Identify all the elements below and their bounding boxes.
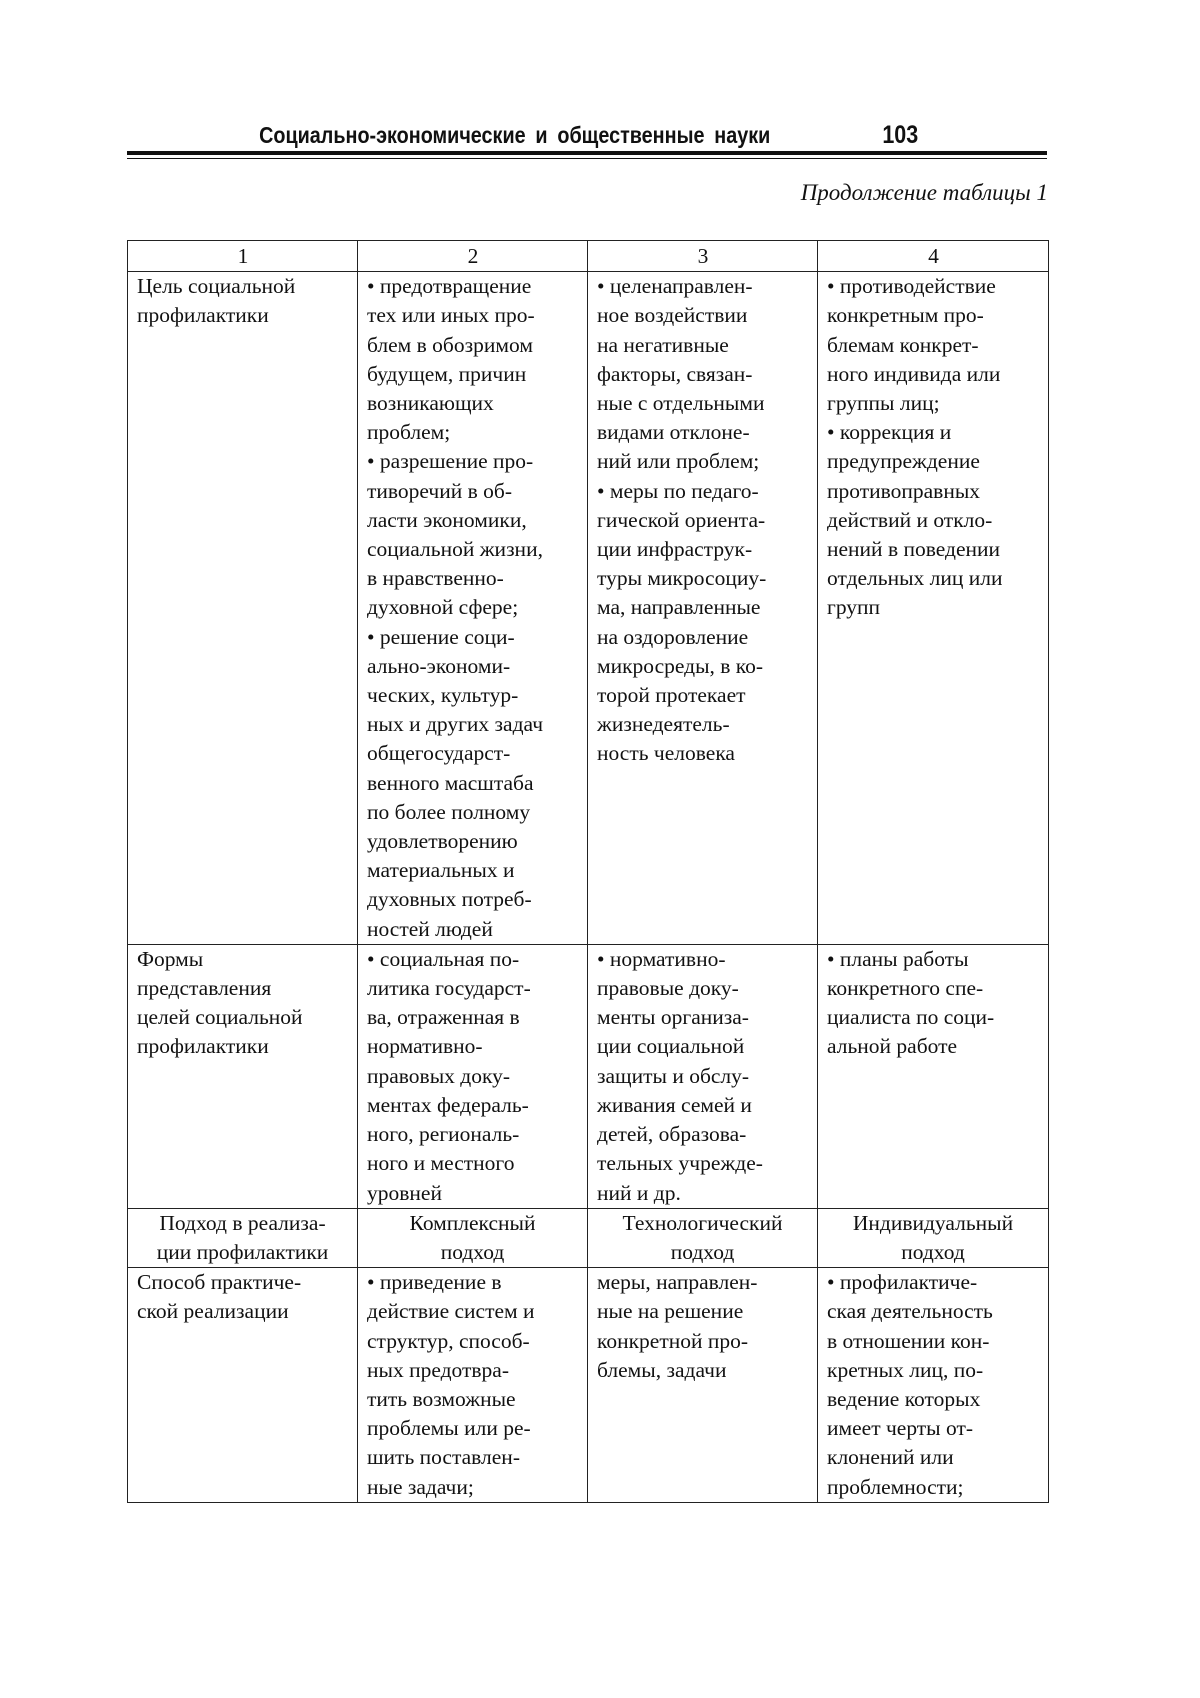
cell-line: группы лиц; <box>827 391 940 416</box>
row-approach-cell-individual <box>818 1208 1049 1267</box>
cell-line: целей социальной <box>137 1005 303 1030</box>
cell-line: ностей людей <box>367 916 493 941</box>
cell-line: ведение которых <box>827 1386 981 1411</box>
cell-line: действие систем и <box>367 1299 535 1324</box>
cell-line: профилактики <box>137 1034 269 1059</box>
cell-line: профилактики <box>137 303 269 328</box>
cell-line: ции инфраструк- <box>597 537 753 562</box>
row-forms <box>128 944 1049 1208</box>
row-approach <box>128 1208 1049 1267</box>
cell-line: ции социальной <box>597 1034 745 1059</box>
row-method <box>128 1268 1049 1503</box>
cell-line: ментах федераль- <box>367 1092 529 1117</box>
row-approach-label <box>128 1208 358 1267</box>
cell-line: по более полному <box>367 799 531 824</box>
column-number-4: 4 <box>818 241 1049 272</box>
running-head <box>127 118 918 154</box>
cell-line: • разрешение про- <box>367 449 534 474</box>
cell-line: противоправных <box>827 478 981 503</box>
cell-line: общегосударст- <box>367 741 511 766</box>
cell-line: циалиста по соци- <box>827 1005 995 1030</box>
cell-line: менты организа- <box>597 1005 749 1030</box>
cell-line: будущем, причин <box>367 361 527 386</box>
row-goal <box>128 272 1049 945</box>
row-method-cell-individual <box>818 1268 1049 1503</box>
cell-line: удовлетворению <box>367 829 518 854</box>
cell-line: Подход в реализа- <box>159 1210 326 1235</box>
cell-line: ного индивида или <box>827 361 1001 386</box>
cell-line: жизнедеятель- <box>597 712 730 737</box>
row-goal-label <box>128 272 358 945</box>
row-forms-label <box>128 944 358 1208</box>
row-goal-cell-technological <box>588 272 818 945</box>
cell-line: структур, способ- <box>367 1328 530 1353</box>
cell-line: блем в обозримом <box>367 332 533 357</box>
row-approach-cell-technological <box>588 1208 818 1267</box>
cell-line: ская деятельность <box>827 1299 993 1324</box>
cell-line: ные задачи; <box>367 1474 474 1499</box>
cell-line: блемы, задачи <box>597 1357 727 1382</box>
header-rule-thin <box>127 158 1047 159</box>
column-number-3: 3 <box>588 241 818 272</box>
cell-line: шить поставлен- <box>367 1445 520 1470</box>
row-method-cell-complex <box>358 1268 588 1503</box>
cell-line: проблемности; <box>827 1474 964 1499</box>
cell-line: факторы, связан- <box>597 361 753 386</box>
cell-line: действий и откло- <box>827 507 993 532</box>
cell-line: конкретного спе- <box>827 976 984 1001</box>
cell-line: в нравственно- <box>367 566 504 591</box>
cell-line: • социальная по- <box>367 946 520 971</box>
row-forms-cell-individual <box>818 944 1049 1208</box>
table-continuation-caption: Продолжение таблицы 1 <box>800 180 1048 205</box>
cell-line: нений в поведении <box>827 537 1001 562</box>
cell-line: ческих, культур- <box>367 683 519 708</box>
table-1 <box>127 240 1049 1503</box>
cell-line: групп <box>827 595 881 620</box>
row-goal-cell-complex <box>358 272 588 945</box>
cell-line: имеет черты от- <box>827 1416 974 1441</box>
cell-line: видами отклоне- <box>597 420 750 445</box>
cell-line: ного, региональ- <box>367 1122 520 1147</box>
running-head-title: Социально-экономические и общественные науки <box>259 122 771 148</box>
cell-line: уровней <box>367 1180 442 1205</box>
cell-line: живания семей и <box>597 1092 752 1117</box>
cell-line: отдельных лиц или <box>827 566 1003 591</box>
cell-line: • меры по педаго- <box>597 478 759 503</box>
cell-line: ное воздействии <box>597 303 748 328</box>
cell-line: ных и других задач <box>367 712 544 737</box>
cell-line: ции профилактики <box>156 1239 329 1264</box>
cell-line: ного и местного <box>367 1151 515 1176</box>
cell-line: литика государст- <box>367 976 531 1001</box>
cell-line: • предотвращение <box>367 274 532 299</box>
cell-line: на негативные <box>597 332 729 357</box>
cell-line: правовые доку- <box>597 976 739 1001</box>
cell-line: тиворечий в об- <box>367 478 512 503</box>
column-number-1: 1 <box>128 241 358 272</box>
cell-line: • профилактиче- <box>827 1270 978 1295</box>
row-goal-cell-individual <box>818 272 1049 945</box>
cell-line: • планы работы <box>827 946 969 971</box>
row-forms-cell-complex <box>358 944 588 1208</box>
cell-line: туры микросоциу- <box>597 566 767 591</box>
cell-line: в отношении кон- <box>827 1328 990 1353</box>
cell-line: предупреждение <box>827 449 980 474</box>
cell-line: проблем; <box>367 420 451 445</box>
cell-line: подход <box>901 1239 965 1264</box>
cell-line: ально-экономи- <box>367 653 511 678</box>
cell-line: подход <box>670 1239 735 1264</box>
cell-line: альной работе <box>827 1034 958 1059</box>
row-forms-cell-technological <box>588 944 818 1208</box>
cell-line: блемам конкрет- <box>827 332 979 357</box>
cell-line: Комплексный <box>409 1210 536 1235</box>
cell-line: защиты и обслу- <box>597 1063 750 1088</box>
cell-line: подход <box>440 1239 505 1264</box>
header-rule-thick <box>127 151 1047 155</box>
cell-line: социальной жизни, <box>367 537 543 562</box>
cell-line: ний и др. <box>597 1180 681 1205</box>
cell-line: гической ориента- <box>597 507 766 532</box>
cell-line: ской реализации <box>137 1299 289 1324</box>
cell-line: материальных и <box>367 858 515 883</box>
cell-line: ные на решение <box>597 1299 744 1324</box>
cell-line: Цель социальной <box>137 274 296 299</box>
cell-line: ласти экономики, <box>367 507 527 532</box>
cell-line: нормативно- <box>367 1034 483 1059</box>
cell-line: • целенаправлен- <box>597 274 753 299</box>
cell-line: представления <box>137 976 272 1001</box>
cell-line: возникающих <box>367 391 494 416</box>
cell-line: проблемы или ре- <box>367 1416 531 1441</box>
cell-line: ные с отдельными <box>597 391 765 416</box>
row-method-cell-technological <box>588 1268 818 1503</box>
cell-line: конкретным про- <box>827 303 984 328</box>
cell-line: тельных учрежде- <box>597 1151 763 1176</box>
cell-line: микросреды, в ко- <box>597 653 764 678</box>
cell-line: • противодействие <box>827 274 996 299</box>
cell-line: ность человека <box>597 741 735 766</box>
cell-line: Формы <box>137 946 204 971</box>
cell-line: детей, образова- <box>597 1122 747 1147</box>
cell-line: • нормативно- <box>597 946 726 971</box>
cell-line: духовных потреб- <box>367 887 532 912</box>
cell-line: тить возможные <box>367 1386 516 1411</box>
cell-line: кретных лиц, по- <box>827 1357 984 1382</box>
cell-line: клонений или <box>827 1445 954 1470</box>
cell-line: правовых доку- <box>367 1063 511 1088</box>
row-approach-cell-complex <box>358 1208 588 1267</box>
cell-line: Индивидуальный <box>852 1210 1014 1235</box>
cell-line: • решение соци- <box>367 624 515 649</box>
cell-line: ний или проблем; <box>597 449 760 474</box>
cell-line: Способ практиче- <box>137 1270 302 1295</box>
column-number-2: 2 <box>358 241 588 272</box>
cell-line: ных предотвра- <box>367 1357 509 1382</box>
cell-line: венного масштаба <box>367 770 534 795</box>
cell-line: тех или иных про- <box>367 303 535 328</box>
page-number: 103 <box>882 121 919 149</box>
cell-line: конкретной про- <box>597 1328 749 1353</box>
cell-line: • коррекция и <box>827 420 952 445</box>
cell-line: Технологический <box>622 1210 783 1235</box>
cell-line: торой протекает <box>597 683 746 708</box>
row-method-label <box>128 1268 358 1503</box>
cell-line: ма, направленные <box>597 595 761 620</box>
cell-line: • приведение в <box>367 1270 502 1295</box>
cell-line: меры, направлен- <box>597 1270 758 1295</box>
cell-line: на оздоровление <box>597 624 749 649</box>
column-number-row <box>128 241 1049 272</box>
cell-line: духовной сфере; <box>367 595 519 620</box>
cell-line: ва, отраженная в <box>367 1005 520 1030</box>
